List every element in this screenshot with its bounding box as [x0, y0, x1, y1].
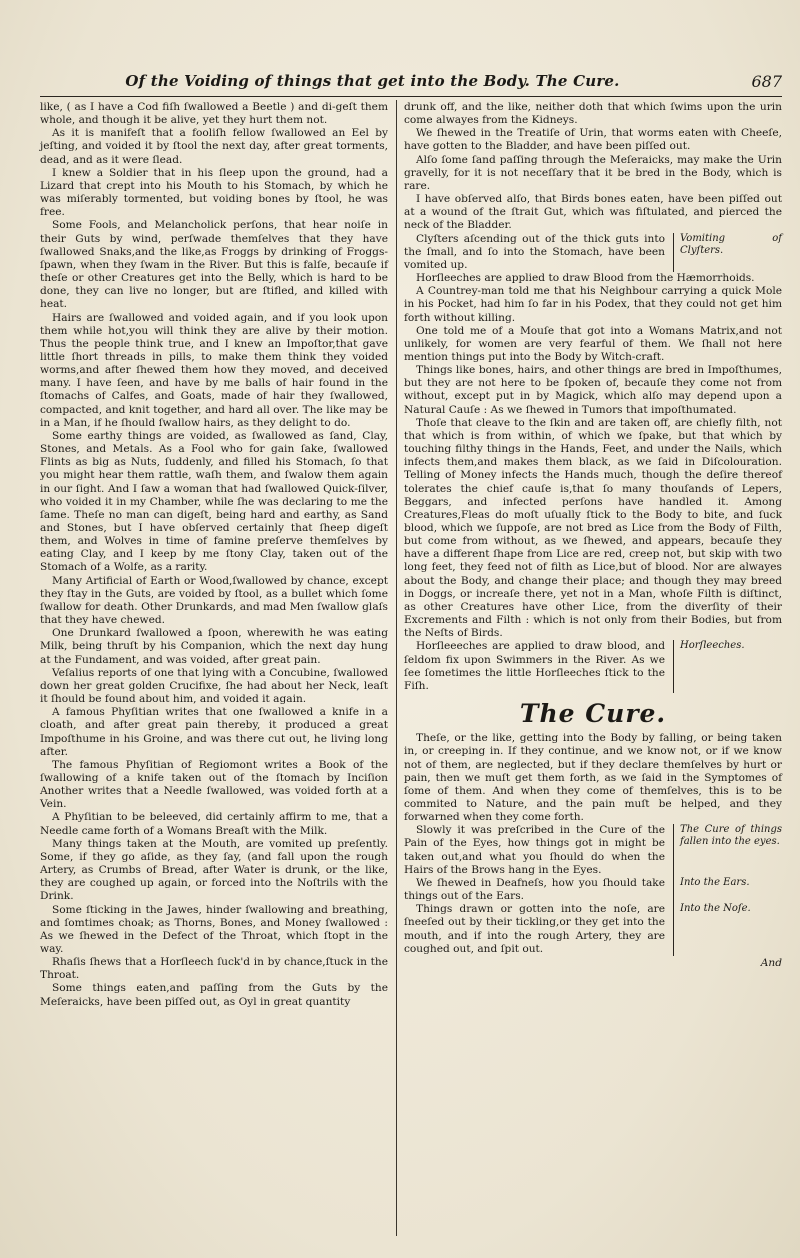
clyster-block	[404, 233, 782, 272]
page-number: 687	[751, 72, 782, 91]
paragraph: Many Artificial of Earth or Wood,ſwallowed by chance, except they ſtay in the Guts, are voided by ſtool, as a bullet which ſome ſwallow for death. Other Drunkards, and mad Men ſwallow glaſs that they have chewed.	[40, 574, 388, 627]
catchword: And	[760, 956, 782, 969]
paragraph: Things drawn or gotten into the noſe, are ſneeſed out by their tickling,or they get into the mouth, and if into the rough Artery, they are coughed out, and ſpit out.	[404, 903, 665, 955]
margin-note: Horſleeches.	[673, 640, 782, 693]
margin-note: Vomiting of Clyſters.	[673, 233, 782, 272]
eyes-block	[404, 824, 782, 877]
paragraph: We ſhewed in the Treatiſe of Urin, that worms eaten with Cheeſe, have gotten to the Bladder, and have been piſſed out.	[404, 127, 782, 153]
paragraph: A Phyſitian to be beleeved, did certainly affirm to me, that a Needle came forth of a Womans Breaſt with the Milk.	[40, 811, 388, 837]
paragraph: Horſleeeches are applied to draw blood, and ſeldom fix upon Swimmers in the River. As we ſee ſometimes the little Horſleeches ſtick to the Fiſh.	[404, 640, 665, 692]
paragraph: Slowly it was preſcribed in the Cure of the Pain of the Eyes, how things got in might be taken out,and what you ſhould do when the Hairs of the Brows hang in the Eyes.	[404, 824, 665, 876]
paragraph: Some Fools, and Melancholick perſons, that hear noiſe in their Guts by wind, perſwade themſelves that they have ſwallowed Snaks,and the like,as Froggs by drinking of Froggs-ſpawn, when they ſwam in the River. But this is falſe, becauſe if theſe or other Creatures get into the Belly, which is hard to be done, they can live no longer, but are ſtifled, and killed with heat.	[40, 219, 388, 311]
paragraph: drunk off, and the like, neither doth that which ſwims upon the urin come alwayes from the Kidneys.	[404, 101, 782, 127]
margin-note: Into the Noſe.	[673, 903, 782, 956]
section-heading: The Cure.	[519, 699, 667, 729]
margin-note: Into the Ears.	[673, 877, 782, 903]
paragraph: Theſe, or the like, getting into the Body by falling, or being taken in, or creeping in. If they continue, and we know not, or if we know not of them, are neglected, but if they declare themſelves by hurt or pain, then we muſt get them forth, as we ſaid in the Symptomes of ſome of them. And when they come of themſelves, this is to be commited to Nature, and the pain muſt be helped, and they forwarned when they come forth.	[404, 732, 782, 824]
nose-block	[404, 903, 782, 956]
ears-block	[404, 877, 782, 903]
paragraph: As it is manifeſt that a fooliſh fellow ſwallowed an Eel by jeſting, and voided it by ſtool the next day, after great torments, dead, and as it were ſlead.	[40, 127, 388, 166]
paragraph: Some things eaten,and paſſing from the Guts by the Meſeraicks, have been piſſed out, as Oyl in great quantity	[40, 982, 388, 1008]
paragraph: Thoſe that cleave to the ſkin and are taken off, are chiefly filth, not that which is from within, of which we ſpake, but that which by touching filthy things in the Hands, Feet, and under the Nails, which infects them,and makes them black, as we ſaid in Diſcolouration. Telling of Money infects the Hands much, though the deſire thereof tolerates the chief cauſe is,that ſo many thouſands of Lepers, Beggars, and infected perſons have handled it. Among Creatures,Fleas do moſt uſually ſtick to the Body to bite, and ſuck blood, which we ſuppoſe, are not bred as Lice from the Body of Filth, but come from without, as we ſhewed, and appears, becauſe they have a different ſhape from Lice are red, creep not, but skip with two long feet, they feed not of filth as Lice,but of blood. Nor are alwayes about the Body, and change their place; and though they may breed in Doggs, or increaſe there, yet not in a Man, whoſe Filth is diſtinct, as other Creatures have other Lice, from the diverſity of their Excrements and Filth : which is not only from their Bodies, but from the Neſts of Birds.	[404, 416, 782, 640]
paragraph: Many things taken at the Mouth, are vomited up preſently. Some, if they go aſide, as they ſay, (and fall upon the rough Artery, as Crumbs of Bread, after Water is drunk, or the like, they are coughed up again, or forced into the Noſtrils with the Drink.	[40, 837, 388, 903]
paragraph: I have obſerved alſo, that Birds bones eaten, have been piſſed out at a wound of the ſtrait Gut, which was fiſtulated, and pierced the neck of the Bladder.	[404, 193, 782, 232]
paragraph: One told me of a Mouſe that got into a Womans Matrix,and not unlikely, for women are very fearful of them. We ſhall not here mention things put into the Body by Witch-craft.	[404, 324, 782, 363]
page-header	[40, 72, 782, 94]
column-divider	[396, 100, 397, 1236]
paragraph: Some ſticking in the Jawes, hinder ſwallowing and breathing, and ſomtimes choak; as Thorns, Bones, and Money ſwallowed : As we ſhewed in the Defect of the Throat, which ſtopt in the way.	[40, 903, 388, 955]
paragraph: Some earthy things are voided, as ſwallowed as ſand, Clay, Stones, and Metals. As a Fool who for gain ſake, ſwallowed Flints as big as Nuts, ſuddenly, and filled his Stomach, ſo that you might hear them rattle, waſh them, and ſwalow them again in our ſight. And I ſaw a woman that had ſwallowed Quick-ſilver, who voided it in my Chamber, while ſhe was declaring to me the ſame. Theſe no man can digeſt, being hard and earthy, as Sand and Stones, but I have obſerved certainly that ſheep digeſt them, and Wolves in time of famine preſerve themſelves by eating Clay, and I keep by me ſtony Clay, taken out of the Stomach of a Wolfe, as a rarity.	[40, 429, 388, 574]
paragraph: Horſleeches are applied to draw Blood from the Hæmorrhoids.	[416, 272, 755, 285]
paragraph: Things like bones, hairs, and other things are bred in Impoſthumes, but they are not here to be ſpoken of, becauſe they come not from without, except put in by Magick, which alſo may depend upon a Natural Cauſe : As we ſhewed in Tumors that impoſthumated.	[404, 364, 782, 416]
horseleech-block	[404, 640, 782, 693]
margin-note: The Cure of things fallen into the eyes.	[673, 824, 782, 877]
paragraph: like, ( as I have a Cod fiſh ſwallowed a Beetle ) and di-geſt them whole, and though it be alive, yet they hurt them not.	[40, 101, 388, 127]
paragraph: A Countrey-man told me that his Neighbour carrying a quick Mole in his Pocket, had him ſo far in his Podex, that they could not get him forth without killing.	[404, 285, 782, 324]
header-rule	[40, 96, 782, 97]
paragraph: Veſalius reports of one that lying with a Concubine, ſwallowed down her great golden Crucifixe, ſhe had about her Neck, leaſt it ſhould be found about him, and voided it again.	[40, 666, 388, 706]
right-column	[404, 101, 782, 970]
running-title: Of the Voiding of things that get into the Body. The Cure.	[125, 72, 620, 90]
paragraph: Alſo ſome ſand paſſing through the Meſeraicks, may make the Urin gravelly, for it is not neceſſary that it be bred in the Body, which is rare.	[404, 153, 782, 192]
paragraph: Clyſters aſcending out of the thick guts into the ſmall, and ſo into the Stomach, have been vomited up.	[404, 232, 665, 271]
paragraph: I knew a Soldier that in his ſleep upon the ground, had a Lizard that crept into his Mouth to his Stomach, by which he was miſerably tormented, but voiding bones by ſtool, he was free.	[40, 166, 388, 219]
left-column	[40, 101, 388, 1009]
paragraph: Rhaſis ſhews that a Horſleech ſuck'd in by chance,ſtuck in the Throat.	[40, 956, 388, 982]
paragraph: A famous Phyſitian writes that one ſwallowed a knife in a cloath, and after great pain thereby, it produced a great Impoſthume in his Groine, and was there cut out, he living long after.	[40, 706, 388, 758]
paragraph: One Drunkard ſwallowed a ſpoon, wherewith he was eating Milk, being thruſt by his Companion, which the next day hung at the Fundament, and was voided, after great pain.	[40, 627, 388, 666]
paragraph: The famous Phyſitian of Regiomont writes a Book of the ſwallowing of a knife taken out of the ſtomach by Inciſion Another writes that a Needle ſwallowed, was voided forth at a Vein.	[40, 758, 388, 811]
paragraph: We ſhewed in Deafneſs, how you ſhould take things out of the Ears.	[404, 876, 665, 903]
paragraph: Hairs are ſwallowed and voided again, and if you look upon them while hot,you will think they are alive by their motion. Thus the people think true, and I knew an Impoſtor,that gave little ſhort threads in pills, to make them think they voided worms,and after ſhewed them how they moved, and deceived many. I have ſeen, and have by me balls of hair found in the ſtomachs of Calfes, and Goats, made of hair they ſwallowed, compacted, and knit together, and hard all over. The like may be in a Man, if he ſhould ſwallow hairs, as they delight to do.	[40, 311, 388, 429]
